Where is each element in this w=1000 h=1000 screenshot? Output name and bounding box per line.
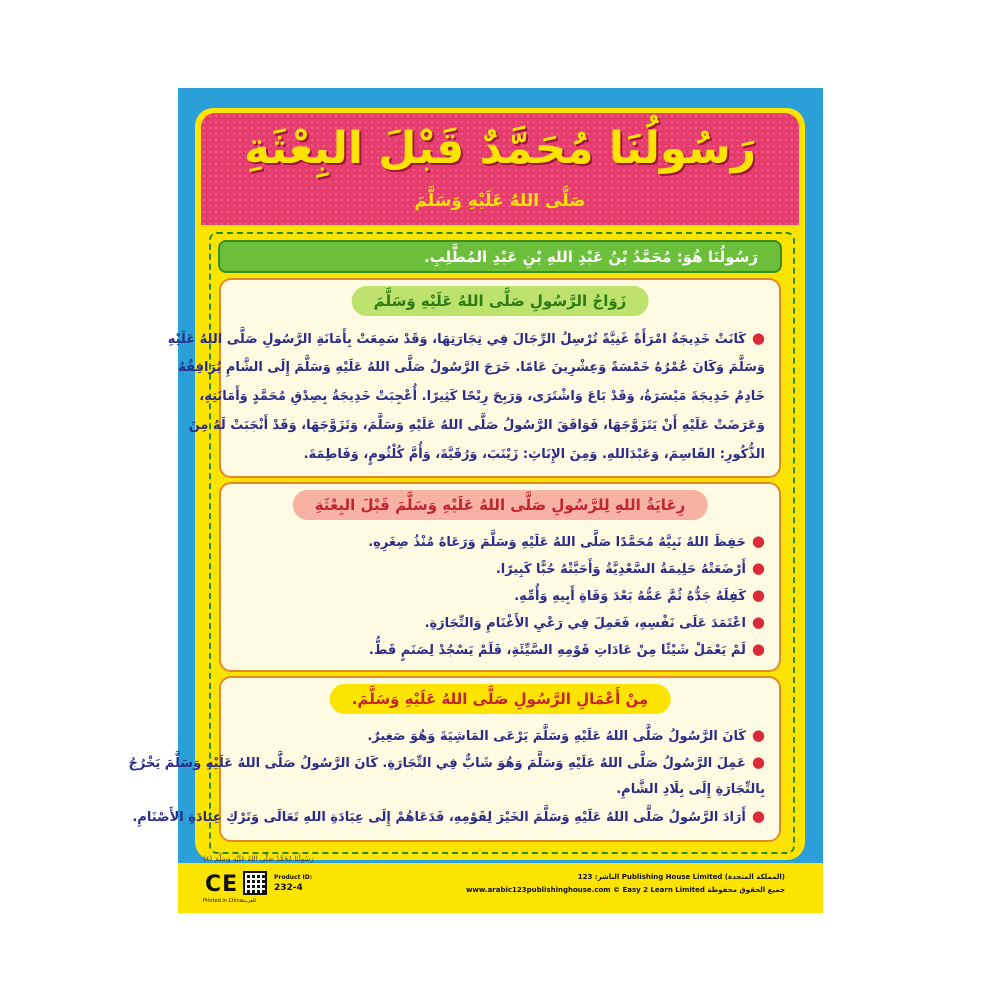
ce-mark: CE: [205, 872, 239, 897]
list-item: ●كَانَ الرَّسُولُ صَلَّى اللهُ عَلَيْهِ وَسَلَّمَ يَرْعَى المَاشِيَةَ وَهُوَ صَغِيرٌ.: [367, 726, 765, 744]
bullet-icon: ●: [751, 586, 765, 604]
list-item: ●أَرَادَ الرَّسُولُ صَلَّى اللهُ عَلَيْهِ وَسَلَّمَ الخَيْرَ لِقَوْمِهِ، فَدَعَاهُمْ إِلَى عِبَادَةِ اللهِ تَعَالَى وَتَرْكِ عِبَادَةِ الأَصْنَامِ.: [132, 807, 765, 825]
section-body: [128, 722, 765, 830]
section-care: [219, 482, 781, 672]
qr-code-icon: [243, 871, 267, 895]
paragraph-line: الذُّكُورِ: القَاسِمَ، وَعَبْدَاللهِ. وَمِنَ الإِنَاثِ: زَيْنَبَ، وَرُقَيَّةَ، وَأُمَّ كُلْثُومٍ، وَفَاطِمَةَ.: [303, 447, 765, 462]
section-heading: مِنْ أَعْمَالِ الرَّسُولِ صَلَّى اللهُ عَلَيْهِ وَسَلَّمَ.: [330, 684, 671, 714]
bullet-icon: ●: [751, 726, 765, 744]
printed-in: Printed in China: [203, 898, 243, 904]
list-item: ●حَفِظَ اللهُ نَبِيَّهُ مُحَمَّدًا صَلَّى اللهُ عَلَيْهِ وَسَلَّمَ وَرَعَاهُ مُنْذُ صِغَرِهِ.: [368, 532, 765, 550]
page-title: رَسُولُنَا مُحَمَّدٌ قَبْلَ البِعْثَةِ: [243, 123, 757, 174]
page-subtitle: صَلَّى اللهُ عَلَيْهِ وَسَلَّمَ: [414, 191, 586, 211]
paragraph-line: وَعَرَضَتْ عَلَيْهِ أَنْ يَتَزَوَّجَهَا، فَوَافَقَ الرَّسُولُ صَلَّى اللهُ عَلَيْهِ وَسَلَّمَ، وَتَزَوَّجَهَا، وَقَدْ أَنْجَبَتْ لَهُ مِنَ: [188, 418, 765, 433]
list-item: ●لَمْ يَعْمَلْ شَيْئًا مِنْ عَادَاتِ قَوْمِهِ السَّيِّئَةِ، فَلَمْ يَسْجُدْ لِصَنَمٍ قَطُّ.: [368, 640, 765, 658]
bullet-icon: ●: [751, 329, 765, 347]
paragraph-line: ●كَانَتْ خَدِيجَةُ امْرَأَةً غَنِيَّةً تُرْسِلُ الرِّجَالَ فِي تِجَارَتِهَا، وَقَدْ سَمِعَتْ بِأَمَانَةِ الرَّسُولِ صَلَّى اللهُ عَلَيْهِ: [167, 329, 765, 347]
product-id: 232-4: [274, 883, 303, 893]
qr-caption: للعربية: [242, 898, 256, 904]
section-body: [167, 324, 765, 469]
list-item: بِالتِّجَارَةِ إِلَى بِلَادِ الشَّامِ.: [616, 782, 765, 797]
section-deeds: [128, 676, 781, 842]
section-marriage: [167, 278, 781, 478]
paragraph-line: وَسَلَّمَ وَكَانَ عُمْرُهُ خَمْسَةً وَعِشْرِينَ عَامًا. خَرَجَ الرَّسُولُ صَلَّى اللهُ عَلَيْهِ وَسَلَّمَ إِلَى الشَّامِ يُرَافِقُهُ: [178, 360, 765, 375]
poster-credit: رَسُولُنَا مُحَمَّدٌ صَلَّى اللهُ عَلَيْهِ وَسَلَّمَ (٤): [203, 855, 314, 863]
header-banner: [201, 113, 799, 225]
bullet-icon: ●: [751, 559, 765, 577]
intro-bar: [218, 240, 782, 273]
list-item: ●أَرْضَعَتْهُ حَلِيمَةُ السَّعْدِيَّةُ وَأَحَبَّتْهُ حُبًّا كَبِيرًا.: [495, 559, 765, 577]
rights-line: www.arabic123publishinghouse.com © Easy 2 Learn Limited جميع الحقوق محفوظة: [465, 886, 785, 894]
section-heading: زَوَاجُ الرَّسُولِ صَلَّى اللهُ عَلَيْهِ وَسَلَّمَ: [352, 286, 649, 316]
paragraph-line: خَادِمُ خَدِيجَةَ مَيْسَرَةُ، وَقَدْ بَاعَ وَاشْتَرَى، وَرَبِحَ رِبْحًا كَثِيرًا. أُعْجِبَتْ خَدِيجَةُ بِصِدْقِ مُحَمَّدٍ وَأَمَانَتِهِ،: [199, 389, 765, 404]
section-heading: رِعَايَةُ اللهِ لِلرَّسُولِ صَلَّى اللهُ عَلَيْهِ وَسَلَّمَ قَبْلَ البِعْثَةِ: [293, 490, 708, 520]
bullet-icon: ●: [751, 753, 765, 771]
list-item: ●كَفِلَهُ جَدُّهُ ثُمَّ عَمُّهُ بَعْدَ وَفَاةِ أَبِيهِ وَأُمِّهِ.: [514, 586, 765, 604]
bullet-icon: ●: [751, 807, 765, 825]
bullet-icon: ●: [751, 532, 765, 550]
intro-text: رَسُولُنَا هُوَ: مُحَمَّدُ بْنُ عَبْدِ اللهِ بْنِ عَبْدِ المُطَّلِبِ.: [423, 247, 758, 266]
bullet-icon: ●: [751, 613, 765, 631]
publisher-line: الناشر: 123 Publishing House Limited (المملكة المتحدة): [577, 873, 785, 881]
section-body: [235, 528, 765, 663]
product-id-label: Product ID:: [274, 874, 313, 881]
bullet-icon: ●: [751, 640, 765, 658]
list-item: ●اعْتَمَدَ عَلَى نَفْسِهِ، فَعَمِلَ فِي رَعْيِ الأَغْنَامِ وَالتِّجَارَةِ.: [424, 613, 765, 631]
list-item: ●عَمِلَ الرَّسُولُ صَلَّى اللهُ عَلَيْهِ وَسَلَّمَ وَهُوَ شَابٌّ فِي التِّجَارَةِ. كَانَ الرَّسُولُ صَلَّى اللهُ عَلَيْهِ وَسَلَّمَ يَخْرُجُ: [128, 753, 765, 771]
